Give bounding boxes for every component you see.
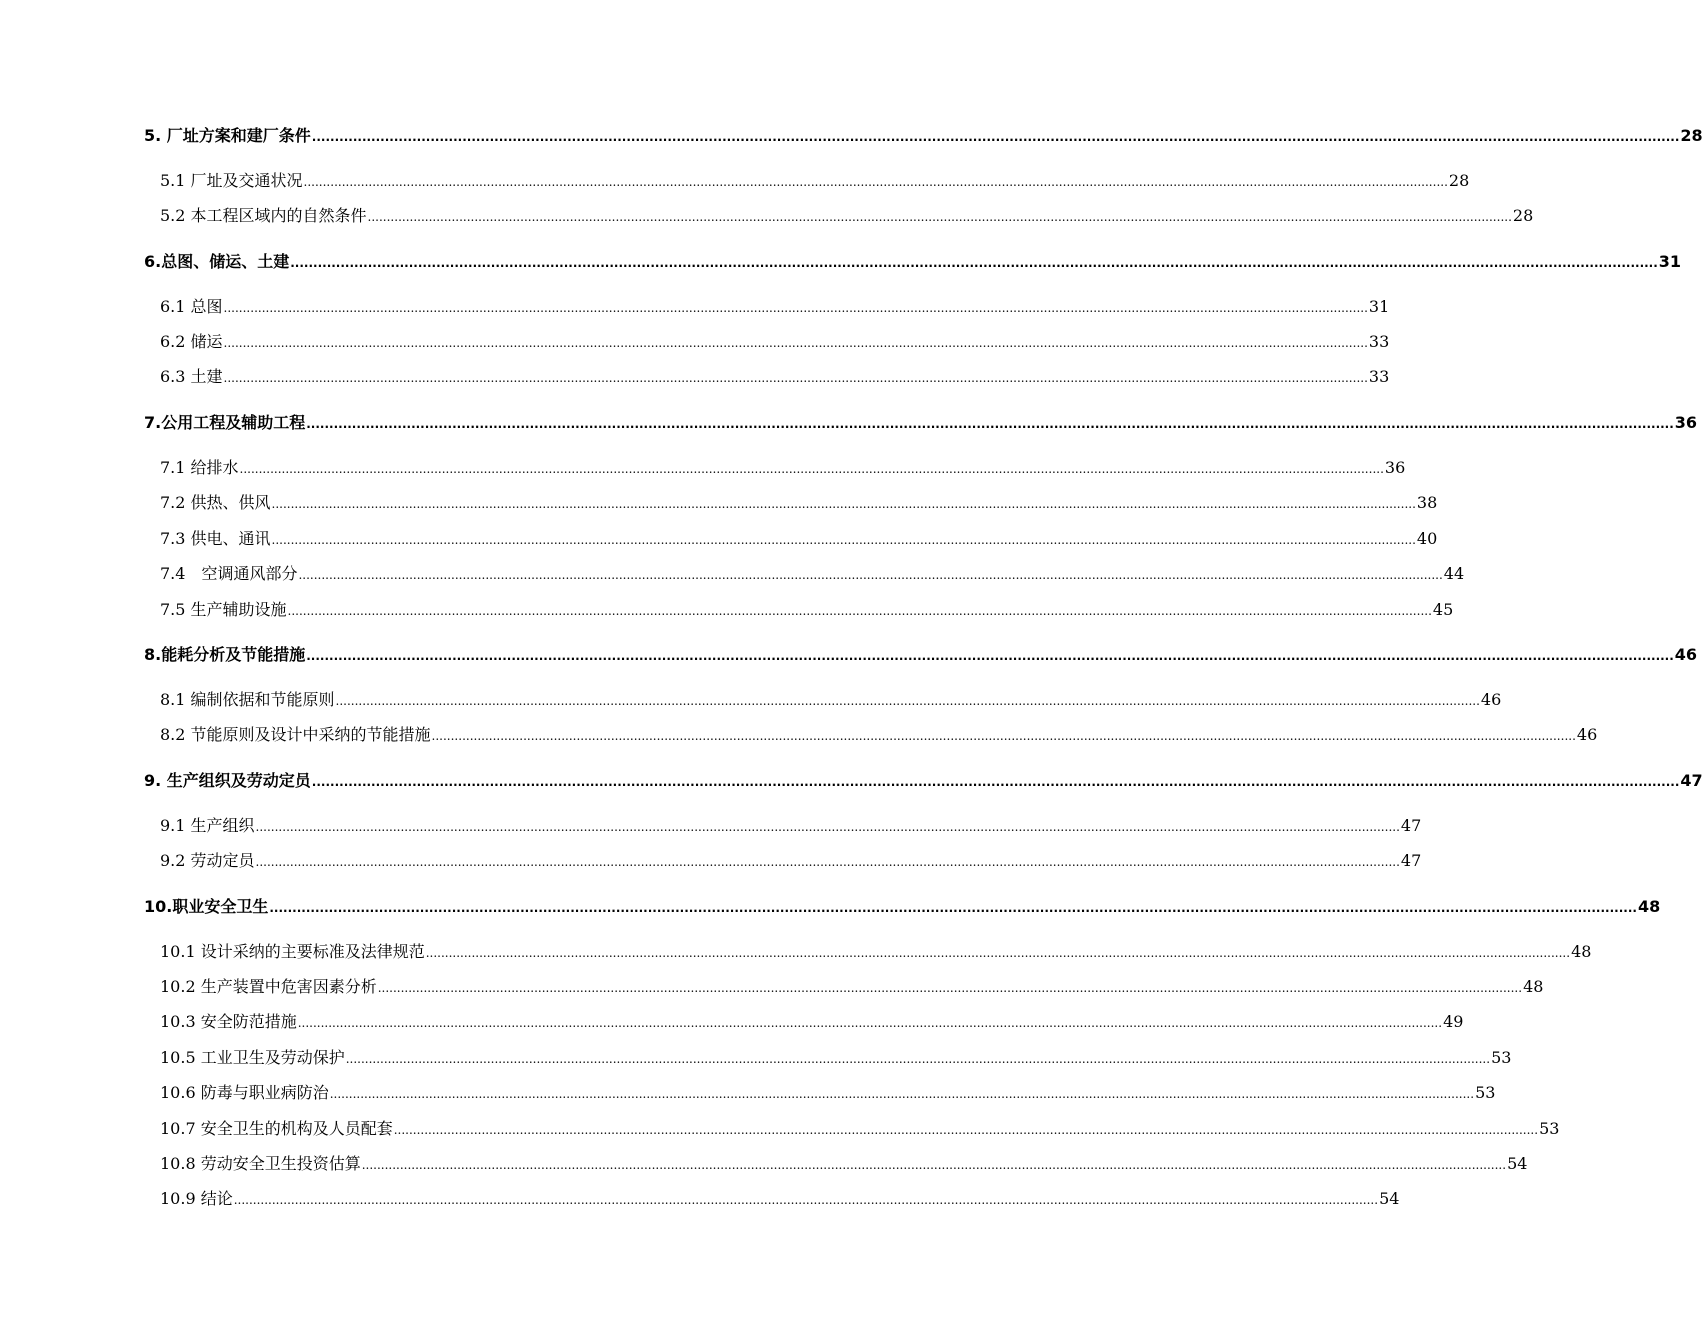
toc-entry-title: 5.2 本工程区域内的自然条件 (160, 206, 367, 225)
toc-leader-dots: ............................................................................................................................................................................................................................................................................................................ (239, 462, 1384, 476)
toc-leader-dots: ............................................................................................................................................................................................................................................................................................................ (269, 901, 1637, 915)
toc-entry-title: 6.3 土建 (160, 367, 223, 386)
toc-entry-title: 5.1 厂址及交通状况 (160, 171, 303, 190)
toc-leader-dots: ............................................................................................................................................................................................................................................................................................................ (345, 1052, 1491, 1066)
toc-entry[interactable] (160, 1083, 1496, 1104)
toc-leader-dots: ............................................................................................................................................................................................................................................................................................................ (223, 336, 1368, 350)
toc-entry[interactable] (160, 458, 1406, 479)
toc-entry-page: 33 (1368, 332, 1390, 351)
toc-entry-title: 7.3 供电、通讯 (160, 529, 271, 548)
toc-entry[interactable] (144, 771, 1703, 792)
toc-entry-page: 28 (1512, 206, 1534, 225)
toc-entry-page: 54 (1507, 1154, 1528, 1173)
toc-entry-title: 10.1 设计采纳的主要标准及法律规范 (160, 942, 425, 961)
toc-entry-page: 48 (1637, 897, 1661, 916)
toc-entry-title: 8.能耗分析及节能措施 (144, 645, 306, 664)
toc-leader-dots: ............................................................................................................................................................................................................................................................................................................ (303, 175, 1448, 189)
toc-entry[interactable] (160, 851, 1422, 872)
toc-entry-title: 8.2 节能原则及设计中采纳的节能措施 (160, 725, 431, 744)
toc-entry-title: 8.1 编制依据和节能原则 (160, 690, 335, 709)
toc-entry-title: 9.2 劳动定员 (160, 851, 255, 870)
toc-leader-dots: ............................................................................................................................................................................................................................................................................................................ (290, 256, 1658, 270)
toc-entry-title: 6.1 总图 (160, 297, 223, 316)
toc-leader-dots: ............................................................................................................................................................................................................................................................................................................ (306, 649, 1674, 663)
toc-entry-page: 47 (1400, 851, 1422, 870)
toc-entry-title: 7.公用工程及辅助工程 (144, 413, 306, 432)
toc-entry[interactable] (160, 1119, 1560, 1140)
toc-entry-page: 31 (1658, 252, 1682, 271)
toc-leader-dots: ............................................................................................................................................................................................................................................................................................................ (298, 568, 1443, 582)
toc-entry[interactable] (160, 493, 1438, 514)
toc-entry-page: 53 (1475, 1083, 1496, 1102)
toc-entry-title: 6.2 储运 (160, 332, 223, 351)
toc-entry-title: 10.职业安全卫生 (144, 897, 269, 916)
toc-entry-page: 45 (1432, 600, 1454, 619)
toc-entry[interactable] (160, 564, 1465, 585)
toc-entry-page: 54 (1379, 1189, 1400, 1208)
toc-entry-title: 10.5 工业卫生及劳动保护 (160, 1048, 345, 1067)
toc-entry-title: 7.4 空调通风部分 (160, 564, 298, 583)
toc-leader-dots: ............................................................................................................................................................................................................................................................................................................ (377, 981, 1523, 995)
toc-entry-page: 28 (1680, 126, 1703, 145)
toc-entry[interactable] (160, 942, 1592, 963)
toc-entry[interactable] (160, 725, 1598, 746)
toc-leader-dots: ............................................................................................................................................................................................................................................................................................................ (223, 371, 1368, 385)
toc-entry-page: 38 (1416, 493, 1438, 512)
toc-entry-title: 9. 生产组织及劳动定员 (144, 771, 311, 790)
toc-leader-dots: ............................................................................................................................................................................................................................................................................................................ (431, 729, 1576, 743)
toc-entry-page: 28 (1448, 171, 1470, 190)
toc-entry[interactable] (160, 816, 1422, 837)
toc-entry[interactable] (160, 171, 1470, 192)
toc-entry-page: 48 (1523, 977, 1544, 996)
toc-entry[interactable] (160, 1048, 1512, 1069)
toc-entry-page: 53 (1539, 1119, 1560, 1138)
toc-entry[interactable] (160, 529, 1438, 550)
toc-entry[interactable] (160, 1189, 1400, 1210)
toc-entry-page: 36 (1384, 458, 1406, 477)
toc-leader-dots: ............................................................................................................................................................................................................................................................................................................ (335, 694, 1480, 708)
toc-entry-page: 48 (1571, 942, 1592, 961)
toc-entry-title: 10.2 生产装置中危害因素分析 (160, 977, 377, 996)
toc-entry-page: 53 (1491, 1048, 1512, 1067)
toc-entry-title: 7.2 供热、供风 (160, 493, 271, 512)
toc-leader-dots: ............................................................................................................................................................................................................................................................................................................ (287, 604, 1432, 618)
toc-entry-title: 5. 厂址方案和建厂条件 (144, 126, 311, 145)
toc-leader-dots: ............................................................................................................................................................................................................................................................................................................ (271, 497, 1416, 511)
toc-entry[interactable] (160, 1154, 1528, 1175)
toc-leader-dots: ............................................................................................................................................................................................................................................................................................................ (367, 210, 1512, 224)
toc-leader-dots: ............................................................................................................................................................................................................................................................................................................ (255, 820, 1400, 834)
toc-entry-title: 9.1 生产组织 (160, 816, 255, 835)
toc-leader-dots: ............................................................................................................................................................................................................................................................................................................ (393, 1123, 1539, 1137)
toc-leader-dots: ............................................................................................................................................................................................................................................................................................................ (306, 417, 1674, 431)
toc-entry-page: 44 (1443, 564, 1465, 583)
toc-entry[interactable] (160, 297, 1390, 318)
toc-entry-page: 46 (1674, 645, 1698, 664)
toc-entry[interactable] (160, 690, 1502, 711)
toc-entry-page: 47 (1680, 771, 1703, 790)
toc-entry[interactable] (144, 126, 1703, 147)
toc-entry-page: 47 (1400, 816, 1422, 835)
toc-entry-title: 10.6 防毒与职业病防治 (160, 1083, 329, 1102)
toc-entry[interactable] (160, 977, 1544, 998)
toc-leader-dots: ............................................................................................................................................................................................................................................................................................................ (271, 533, 1416, 547)
toc-entry-title: 10.8 劳动安全卫生投资估算 (160, 1154, 361, 1173)
toc-entry-title: 10.3 安全防范措施 (160, 1012, 297, 1031)
toc-entry[interactable] (160, 206, 1534, 227)
toc-leader-dots: ............................................................................................................................................................................................................................................................................................................ (297, 1016, 1443, 1030)
toc-entry[interactable] (160, 600, 1454, 621)
toc-entry-title: 10.9 结论 (160, 1189, 233, 1208)
toc-entry-page: 33 (1368, 367, 1390, 386)
toc-entry-page: 31 (1368, 297, 1390, 316)
toc-leader-dots: ............................................................................................................................................................................................................................................................................................................ (329, 1087, 1475, 1101)
toc-entry[interactable] (144, 413, 1698, 434)
toc-entry[interactable] (144, 897, 1661, 918)
toc-leader-dots: ............................................................................................................................................................................................................................................................................................................ (361, 1158, 1507, 1172)
toc-leader-dots: ............................................................................................................................................................................................................................................................................................................ (223, 301, 1368, 315)
toc-entry-page: 49 (1443, 1012, 1464, 1031)
toc-leader-dots: ............................................................................................................................................................................................................................................................................................................ (233, 1193, 1379, 1207)
toc-entry-page: 46 (1480, 690, 1502, 709)
toc-leader-dots: ............................................................................................................................................................................................................................................................................................................ (255, 855, 1400, 869)
toc-entry[interactable] (144, 645, 1698, 666)
toc-leader-dots: ............................................................................................................................................................................................................................................................................................................ (311, 775, 1680, 789)
toc-entry-page: 46 (1576, 725, 1598, 744)
toc-entry[interactable] (160, 1012, 1464, 1033)
toc-entry-title: 7.5 生产辅助设施 (160, 600, 287, 619)
toc-entry-page: 40 (1416, 529, 1438, 548)
toc-entry-title: 7.1 给排水 (160, 458, 239, 477)
toc-leader-dots: ............................................................................................................................................................................................................................................................................................................ (425, 946, 1571, 960)
toc-leader-dots: ............................................................................................................................................................................................................................................................................................................ (311, 130, 1680, 144)
toc-entry[interactable] (160, 367, 1390, 388)
toc-entry-title: 6.总图、储运、土建 (144, 252, 290, 271)
toc-entry[interactable] (160, 332, 1390, 353)
toc-entry-page: 36 (1674, 413, 1698, 432)
toc-entry-title: 10.7 安全卫生的机构及人员配套 (160, 1119, 393, 1138)
toc-entry[interactable] (144, 252, 1682, 273)
